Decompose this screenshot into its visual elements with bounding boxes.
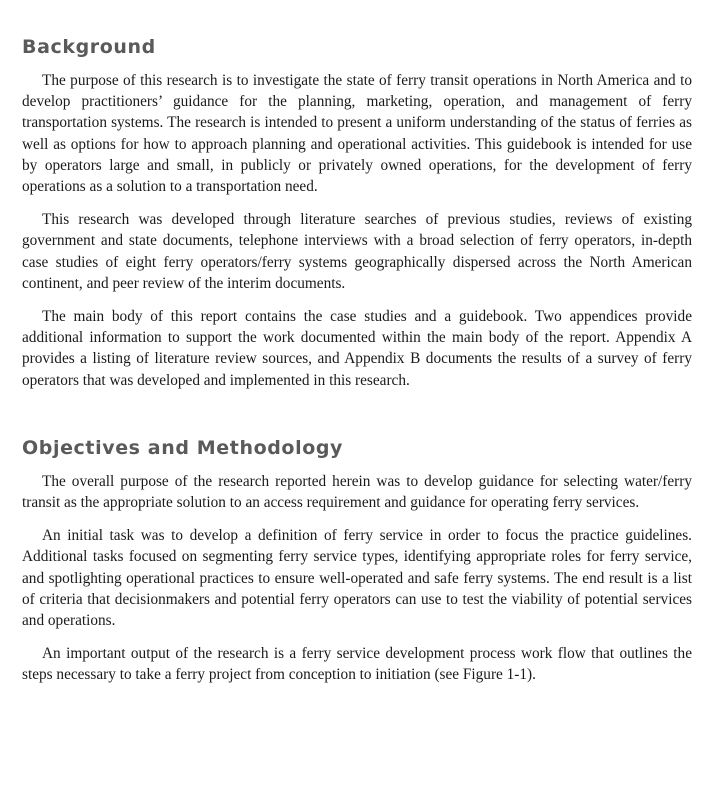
background-paragraph-3: The main body of this report contains the case studies and a guidebook. Two appendices provide additional information to support the work documented within the main body of the report. Appendix A provides a listing of literature review sources, and Appendix B documents the results of a survey of ferry operators that was developed and implemented in this research. xyxy=(22,308,692,389)
objectives-paragraph-1: The overall purpose of the research reported herein was to develop guidance for selecting water/ferry transit as the appropriate solution to an access requirement and guidance for operating ferry services. xyxy=(22,472,692,512)
background-paragraph-2: This research was developed through literature searches of previous studies, reviews of existing government and state documents, telephone interviews with a broad selection of ferry operators, in-depth case studies of eight ferry operators/ferry systems geographically dispersed across the North American continent, and peer review of the interim documents. xyxy=(22,211,692,292)
objectives-paragraph-3: An important output of the research is a ferry service development process work flow that outlines the steps necessary to take a ferry project from conception to initiation (see Figure 1-1). xyxy=(22,645,692,684)
objectives-paragraph-2: An initial task was to develop a definition of ferry service in order to focus the practice guidelines. Additional tasks focused on segmenting ferry service types, identifying appropriate roles for ferry service, and spotlighting operational practices to ensure well-operated and safe ferry systems. The end result is a list of criteria that decisionmakers and potential ferry operators can use to test the viability of potential services and operations. xyxy=(22,527,692,630)
section-heading-objectives: Objectives and Methodology xyxy=(22,436,344,459)
section-heading-background: Background xyxy=(22,36,156,58)
background-paragraph-1: The purpose of this research is to investigate the state of ferry transit operations in North America and to develop practitioners’ guidance for the planning, marketing, operation, and management of ferry transportation systems. The research is intended to present a uniform understanding of the status of ferries as well as options for how to approach planning and operational activities. This guidebook is intended for use by operators large and small, in publicly or privately owned operations, for the development of ferry operations as a solution to a transportation need. xyxy=(22,72,692,196)
